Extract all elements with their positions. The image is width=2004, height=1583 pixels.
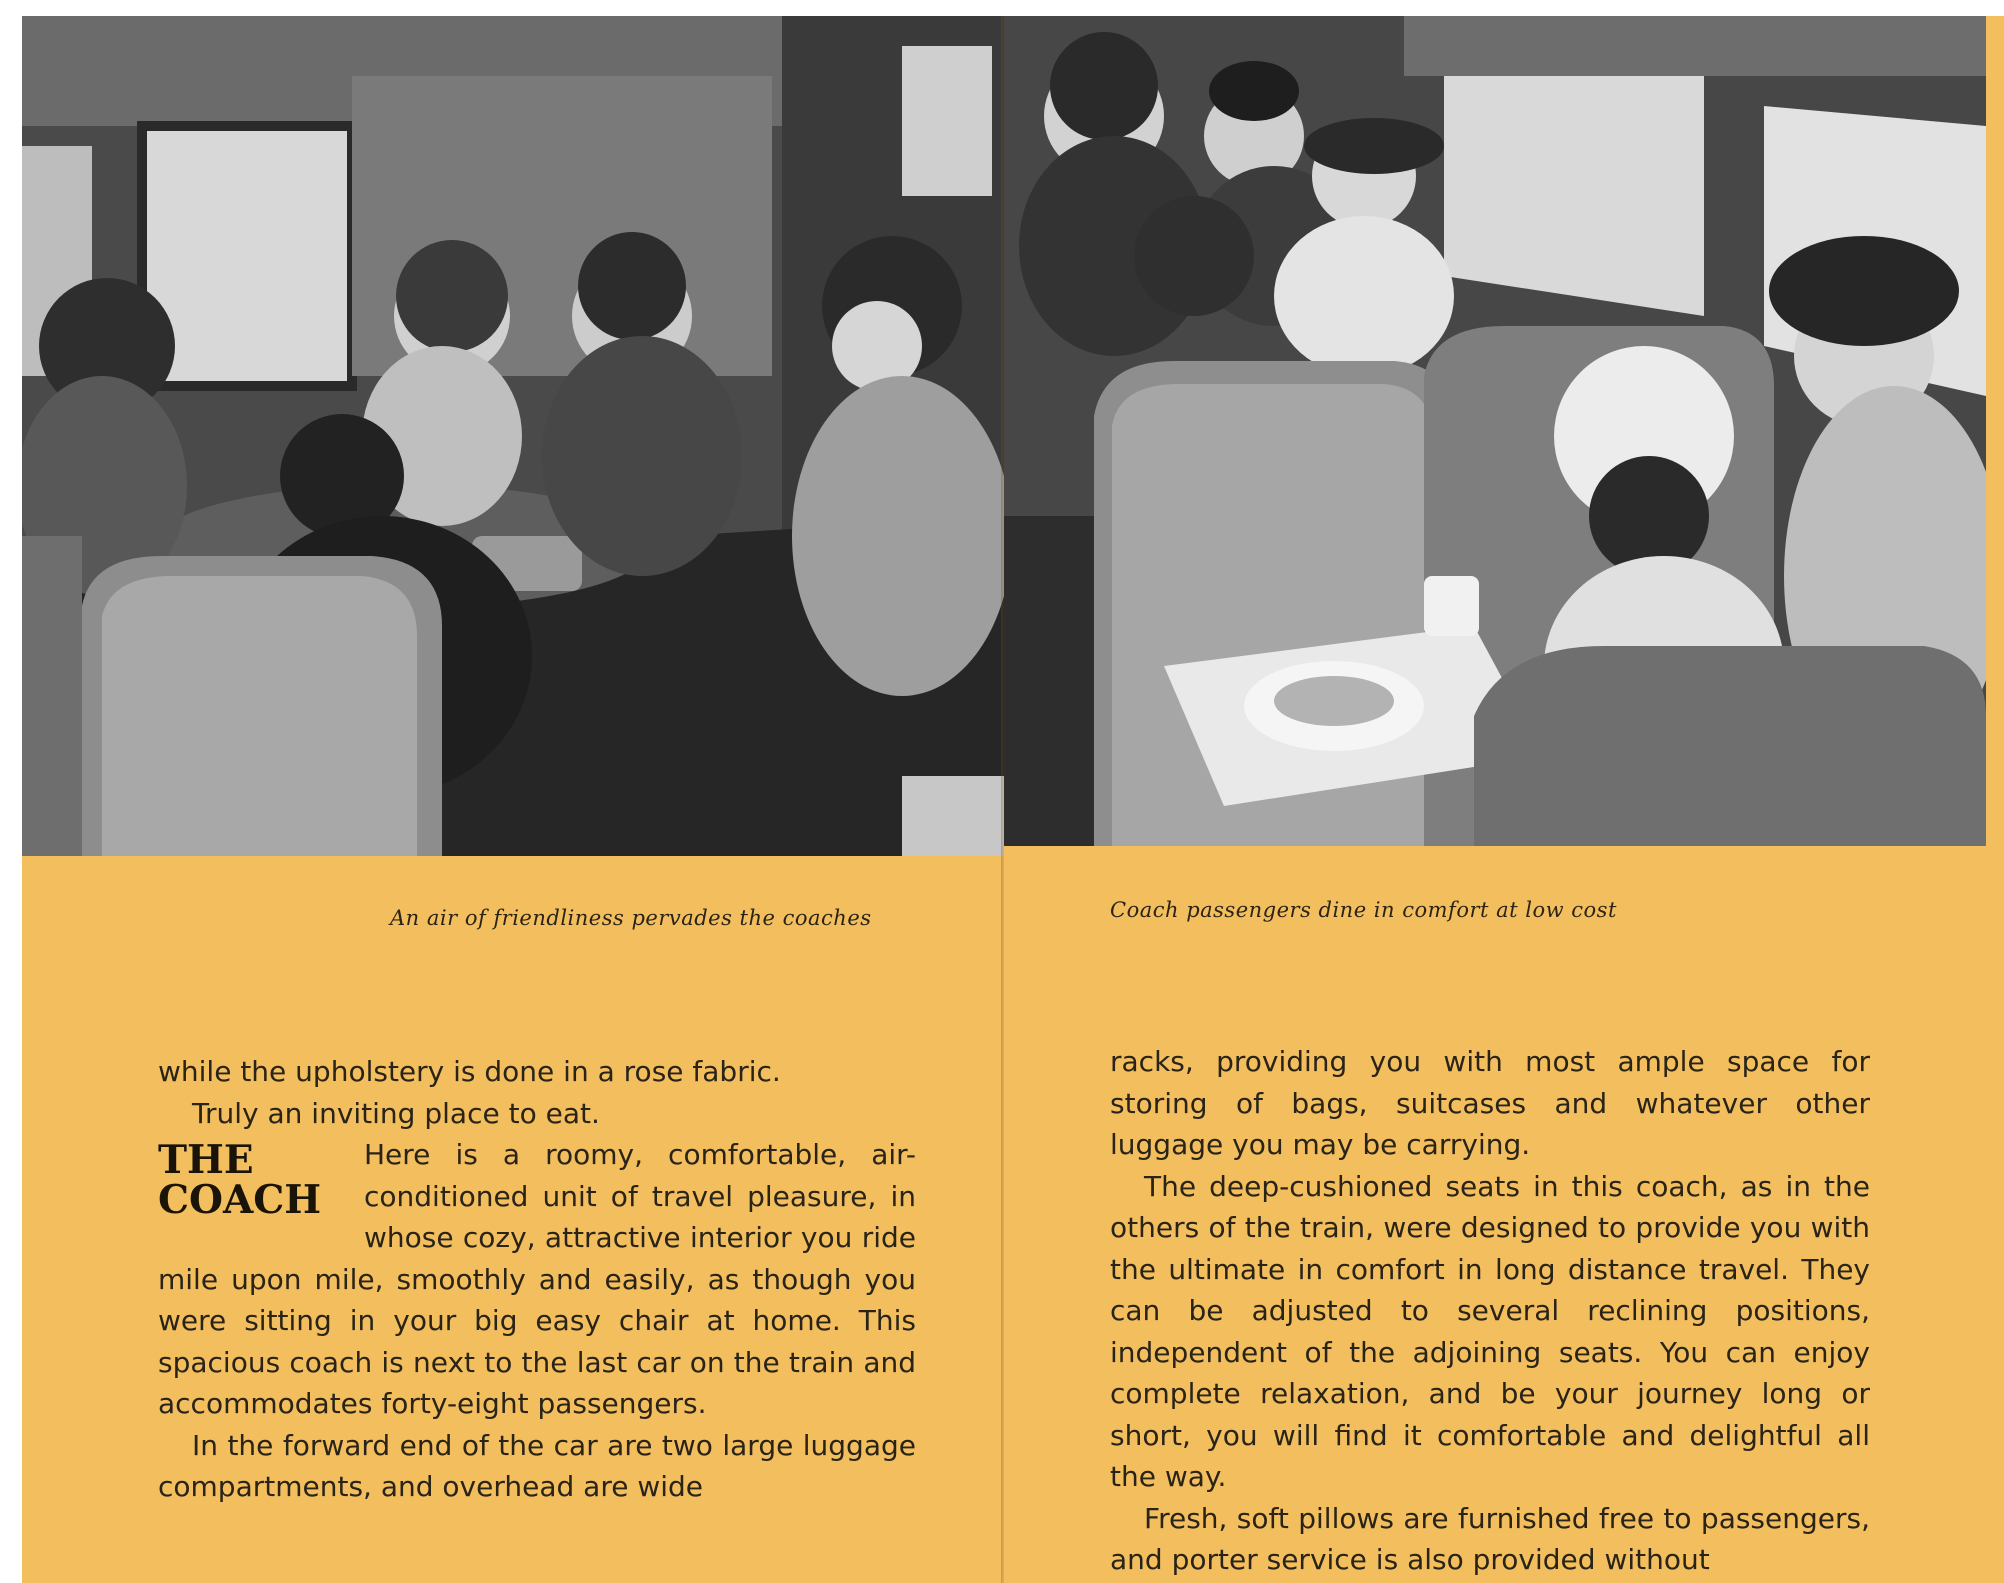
photo-coach-dining: [1004, 16, 1986, 846]
coach-dining-illustration: [1004, 16, 1986, 846]
section-heading: [158, 1137, 324, 1223]
left-page: [22, 16, 1004, 1583]
right-body-text: [1110, 1041, 1870, 1581]
photo-coach-card-game: [22, 16, 1004, 856]
paragraph: racks, providing you with most ample space for storing of bags, suitcases and whatever other luggage you may be carrying.: [1110, 1045, 1870, 1161]
right-page: [1004, 16, 2004, 1583]
heading-line: COACH: [158, 1177, 322, 1223]
paragraph: The deep-cushioned seats in this coach, as in the others of the train, were designed to provide you with the ultimate in comfort in long distance travel. They can be adjusted to several reclining positions, independent of the adjoining seats. You can enjoy complete relaxation, and be your journey long or short, you will find it comfortable and delightful all the way.: [1110, 1169, 1870, 1493]
paragraph: Here is a roomy, comfortable, air-conditioned unit of travel pleasure, in whose cozy, attractive interior you ride mile upon mile, smoothly and easily, as though you were sitting in your big easy chair at home. This spacious coach is next to the last car on the train and accommodates forty-eight passengers.: [158, 1138, 916, 1420]
coach-card-game-illustration: [22, 16, 1004, 856]
paragraph: In the forward end of the car are two large luggage compartments, and overhead are wide: [158, 1428, 916, 1503]
right-photo-caption: Coach passengers dine in comfort at low cost: [1110, 898, 1617, 922]
left-photo-caption: An air of friendliness pervades the coaches: [390, 906, 872, 930]
heading-line: THE: [158, 1137, 254, 1183]
paragraph: Fresh, soft pillows are furnished free to passengers, and porter service is also provided without: [1110, 1501, 1870, 1576]
paragraph: while the upholstery is done in a rose fabric.: [158, 1055, 781, 1088]
left-body-text: [158, 1051, 916, 1508]
paragraph: Truly an inviting place to eat.: [192, 1096, 600, 1130]
